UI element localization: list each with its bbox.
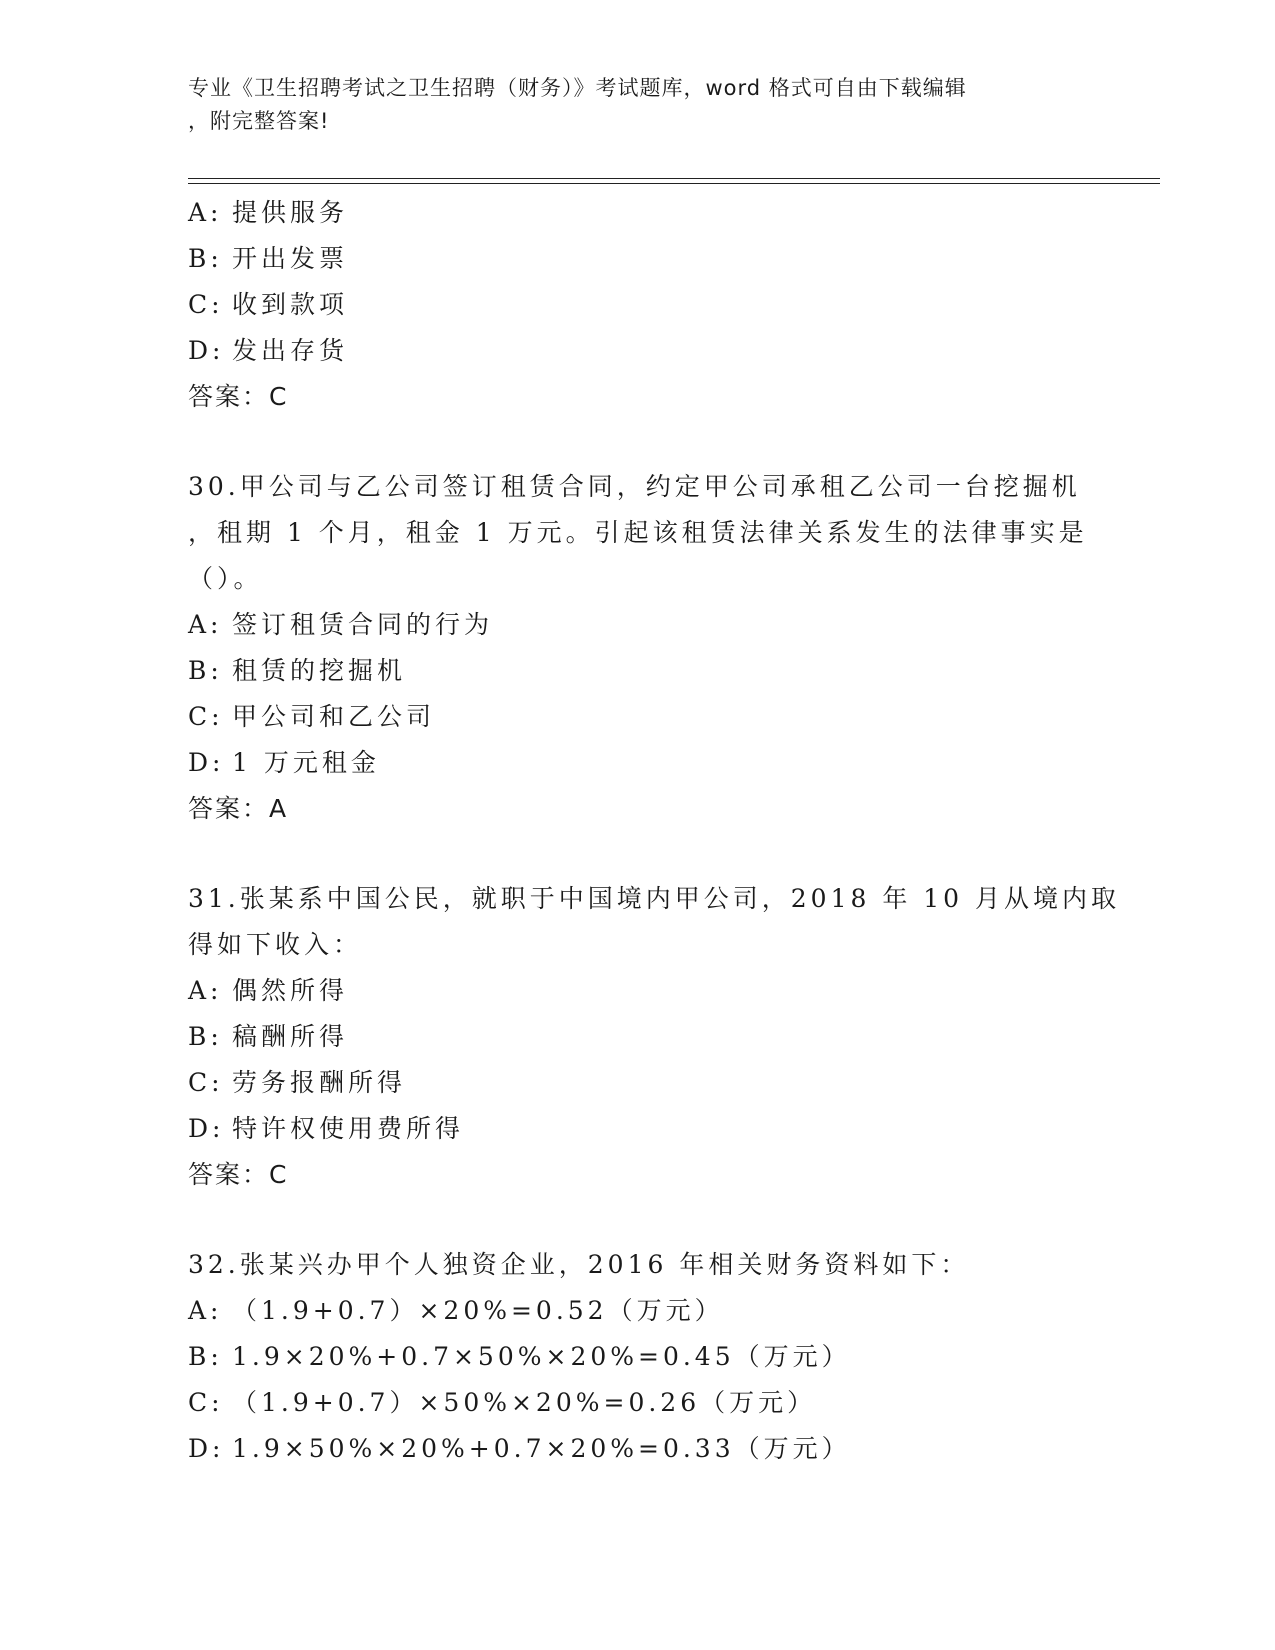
answer-line: 答案：A [188,794,289,823]
option-d: D: 发出存货 [188,336,349,365]
question-29 [188,190,1088,420]
document-header [188,72,1068,138]
question-31 [188,876,1121,1198]
option-b: B: 稿酬所得 [188,1022,349,1051]
question-text-line: 30.甲公司与乙公司签订租赁合同，约定甲公司承租乙公司一台挖掘机 [188,472,1081,501]
question-text-line: ，租期 1 个月，租金 1 万元。引起该租赁法律关系发生的法律事实是 [188,518,1088,547]
option-c: C: 劳务报酬所得 [188,1068,407,1097]
option-c: C: 收到款项 [188,290,349,319]
question-text-line: （）。 [188,564,263,593]
option-d: D: 特许权使用费所得 [188,1114,465,1143]
question-32 [188,1242,1088,1472]
option-c: C: （1.9+0.7）×50%×20%=0.26（万元） [188,1388,817,1417]
option-a: A: 提供服务 [188,198,349,227]
option-a: A: 签订租赁合同的行为 [188,610,494,639]
question-text-line: 得如下收入： [188,930,363,959]
answer-line: 答案：C [188,382,289,411]
question-text-line: 31.张某系中国公民，就职于中国境内甲公司，2018 年 10 月从境内取 [188,884,1121,913]
option-d: D: 1 万元租金 [188,748,380,777]
header-divider-top [188,178,1160,179]
option-b: B: 1.9×20%+0.7×50%×20%=0.45（万元） [188,1342,851,1371]
question-text-line: 32.张某兴办甲个人独资企业，2016 年相关财务资料如下： [188,1250,970,1279]
option-b: B: 租赁的挖掘机 [188,656,407,685]
option-c: C: 甲公司和乙公司 [188,702,436,731]
question-30 [188,464,1088,832]
option-a: A: （1.9+0.7）×20%=0.52（万元） [188,1296,724,1325]
option-a: A: 偶然所得 [188,976,349,1005]
header-line-2: ，附完整答案! [188,109,330,133]
header-line-1: 专业《卫生招聘考试之卫生招聘（财务）》考试题库，word 格式可自由下载编辑 [188,76,967,100]
question-list [188,190,1121,1472]
option-d: D: 1.9×50%×20%+0.7×20%=0.33（万元） [188,1434,851,1463]
option-b: B: 开出发票 [188,244,349,273]
answer-line: 答案：C [188,1160,289,1189]
header-divider-bottom [188,183,1160,184]
